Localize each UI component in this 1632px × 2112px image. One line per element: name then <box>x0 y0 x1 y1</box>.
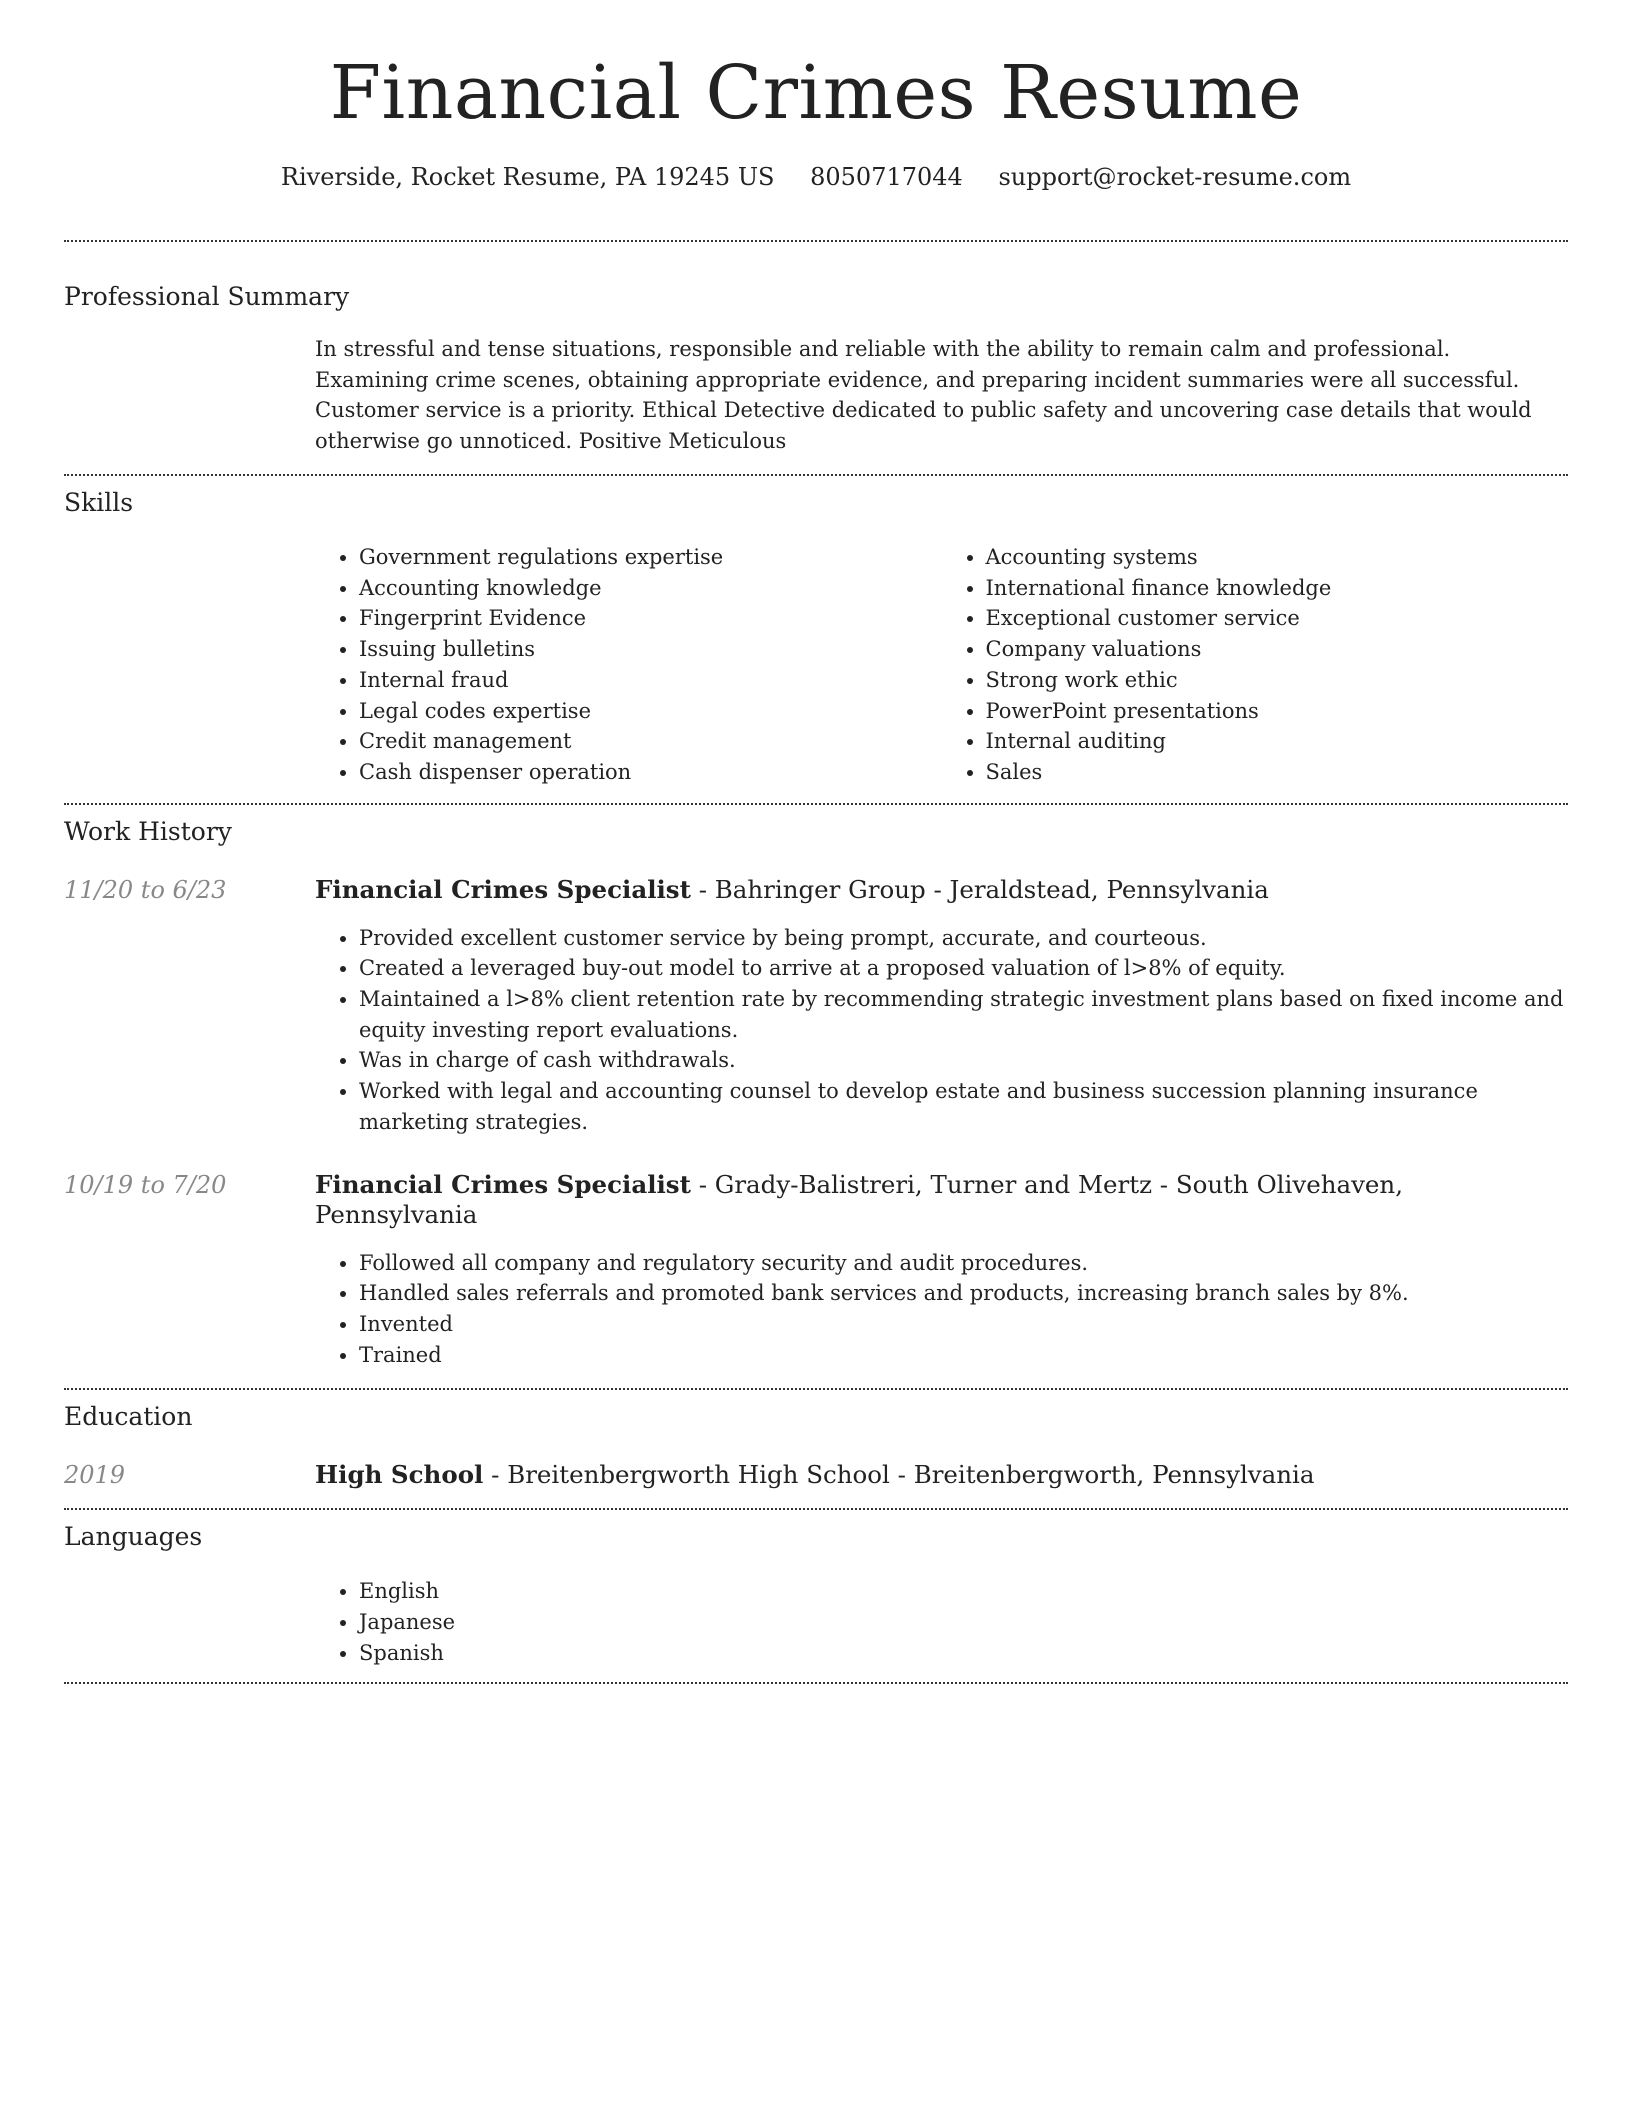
job-title <box>315 875 1568 905</box>
education-heading: Education <box>64 1402 193 1432</box>
skill-item: • Cash dispenser operation <box>359 757 942 788</box>
education-school: - Breitenbergworth High School - Breitenbergworth, Pennsylvania <box>483 1460 1315 1490</box>
skill-item: • Strong work ethic <box>986 665 1569 696</box>
languages-heading: Languages <box>64 1522 203 1552</box>
language-item: • Spanish <box>359 1638 1568 1669</box>
summary-section <box>64 282 1568 456</box>
divider <box>64 1508 1568 1510</box>
job-bullets <box>315 1248 1568 1371</box>
job-bullet: • Handled sales referrals and promoted bank services and products, increasing branch sales by 8%. <box>359 1278 1568 1309</box>
job-bullet: • Was in charge of cash withdrawals. <box>359 1045 1568 1076</box>
work-section <box>64 817 1568 1371</box>
skill-item: • Credit management <box>359 726 942 757</box>
skill-item: • Legal codes expertise <box>359 696 942 727</box>
divider <box>64 803 1568 805</box>
language-item: • English <box>359 1576 1568 1607</box>
skill-item: • Accounting knowledge <box>359 573 942 604</box>
skill-item: • Fingerprint Evidence <box>359 603 942 634</box>
job-role: Financial Crimes Specialist <box>315 1169 691 1199</box>
divider <box>64 240 1568 242</box>
job-bullet: • Worked with legal and accounting counsel to develop estate and business succession planning insurance marketing strategies. <box>359 1076 1568 1137</box>
summary-heading: Professional Summary <box>64 282 350 311</box>
skill-item: • Government regulations expertise <box>359 542 942 573</box>
divider <box>64 1388 1568 1390</box>
contact-phone: 8050717044 <box>810 163 963 191</box>
job-dates: 11/20 to 6/23 <box>64 875 227 904</box>
language-item: • Japanese <box>359 1607 1568 1638</box>
languages-section <box>64 1522 1568 1668</box>
skills-section <box>64 488 1568 788</box>
contact-address: Riverside, Rocket Resume, PA 19245 US <box>280 163 775 191</box>
languages-list <box>315 1576 1568 1668</box>
job-bullet: • Provided excellent customer service by being prompt, accurate, and courteous. <box>359 923 1568 954</box>
job-title <box>315 1170 1568 1230</box>
job-dates: 10/19 to 7/20 <box>64 1170 227 1199</box>
skill-item: • Internal auditing <box>986 726 1569 757</box>
skills-list-right <box>942 542 1569 788</box>
job-bullet: • Maintained a l>8% client retention rate by recommending strategic investment plans based on fixed income and equity investing report evaluations. <box>359 984 1568 1045</box>
skills-heading: Skills <box>64 488 134 517</box>
job-bullet: • Invented <box>359 1309 1568 1340</box>
divider <box>64 1682 1568 1684</box>
skill-item: • Issuing bulletins <box>359 634 942 665</box>
job-entry <box>64 1170 1568 1371</box>
resume-page <box>64 0 1568 1684</box>
contact-email: support@rocket-resume.com <box>998 163 1352 191</box>
contact-line <box>64 162 1568 192</box>
job-employer: - Grady-Balistreri, Turner and Mertz - South Olivehaven, Pennsylvania <box>315 1169 1403 1229</box>
job-bullet: • Followed all company and regulatory security and audit procedures. <box>359 1248 1568 1279</box>
skill-item: • PowerPoint presentations <box>986 696 1569 727</box>
skill-item: • Exceptional customer service <box>986 603 1569 634</box>
skill-item: • Sales <box>986 757 1569 788</box>
education-degree: High School <box>315 1460 484 1490</box>
job-entry <box>64 875 1568 1138</box>
job-employer: - Bahringer Group - Jeraldstead, Pennsylvania <box>690 874 1269 904</box>
resume-title: Financial Crimes Resume <box>329 50 1303 136</box>
skill-item: • Accounting systems <box>986 542 1569 573</box>
job-bullets <box>315 923 1568 1138</box>
summary-text: In stressful and tense situations, responsible and reliable with the ability to remain calm and professional. Examining crime scenes, obtaining appropriate evidence, and preparing incident summaries were all successful. Customer service is a priority. Ethical Detective dedicated to public safety and uncovering case details that would otherwise go unnoticed. Positive Meticulous <box>315 337 1532 453</box>
education-year: 2019 <box>64 1461 126 1490</box>
job-role: Financial Crimes Specialist <box>315 874 691 904</box>
job-bullet: • Trained <box>359 1340 1568 1371</box>
skills-list-left <box>315 542 942 788</box>
skill-item: • Company valuations <box>986 634 1569 665</box>
work-heading: Work History <box>64 816 232 846</box>
skill-item: • Internal fraud <box>359 665 942 696</box>
education-section <box>64 1402 1568 1490</box>
skill-item: • International finance knowledge <box>986 573 1569 604</box>
job-bullet: • Created a leveraged buy-out model to arrive at a proposed valuation of l>8% of equity. <box>359 953 1568 984</box>
education-title <box>315 1460 1568 1490</box>
divider <box>64 474 1568 476</box>
education-entry <box>64 1460 1568 1490</box>
